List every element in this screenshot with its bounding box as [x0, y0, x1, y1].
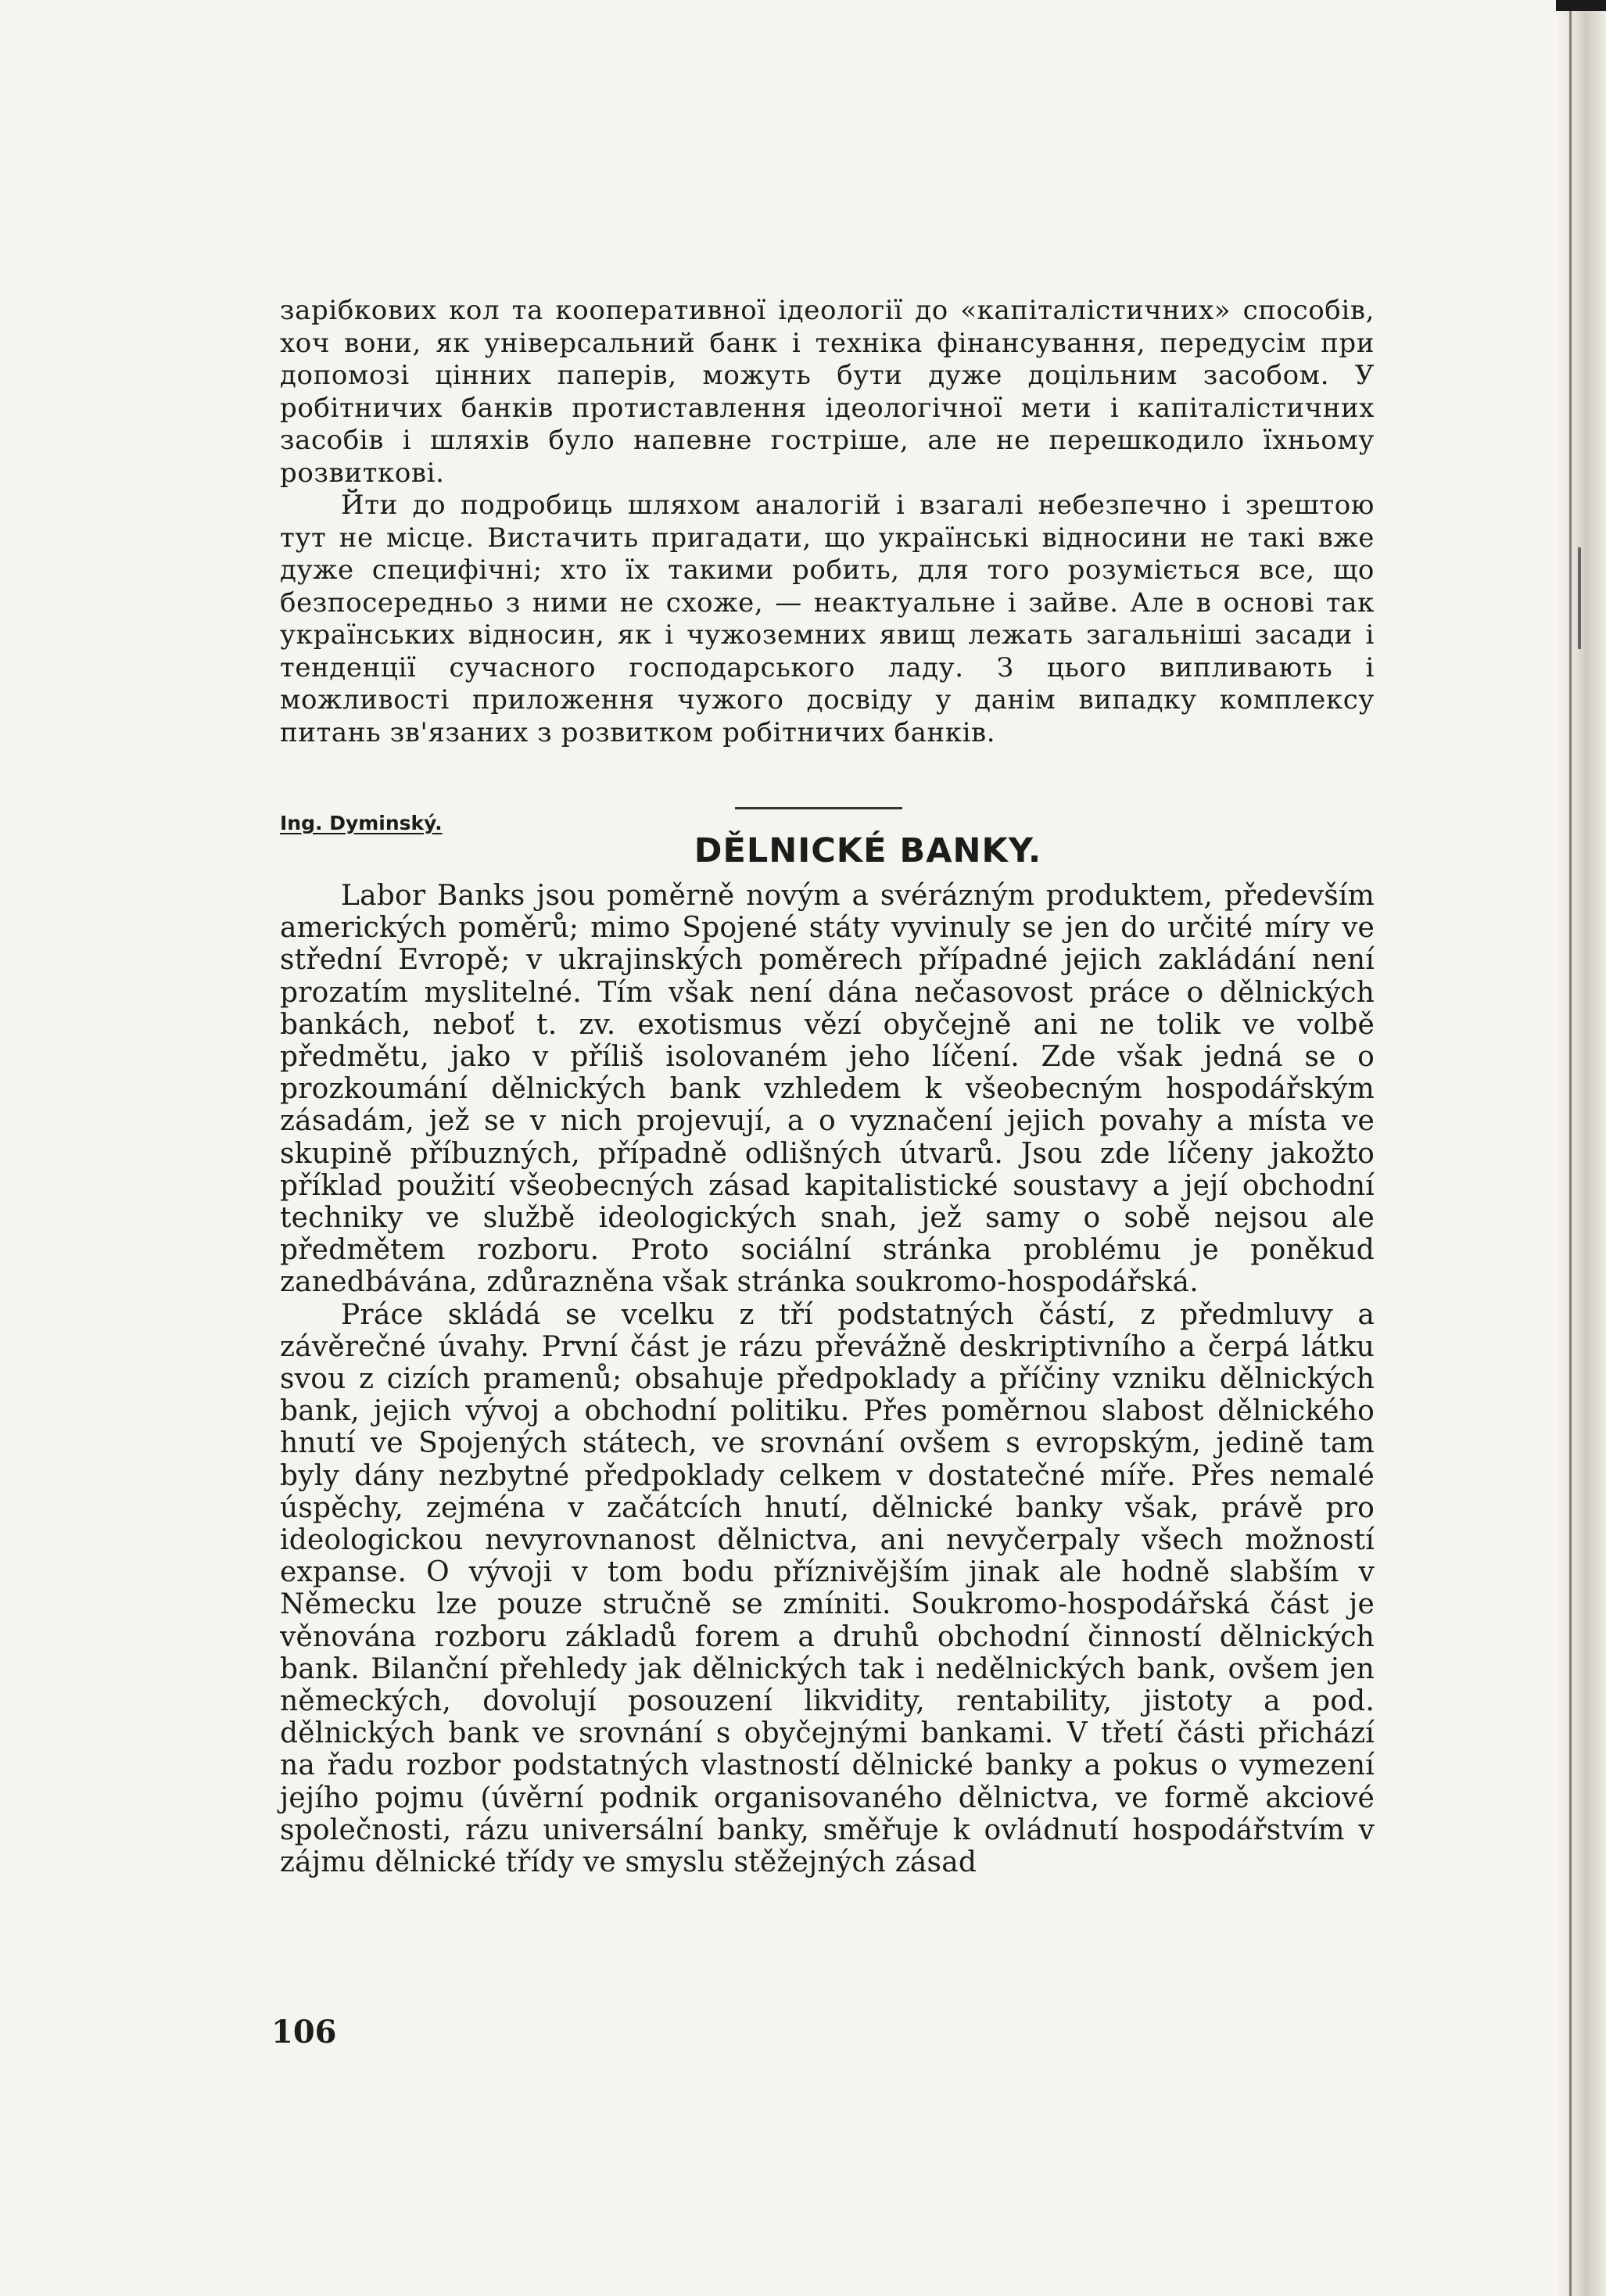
page-number: 106	[271, 2014, 337, 2050]
article-title: DĚLNICKÉ BANKY.	[694, 831, 1042, 870]
article-author: Ing. Dyminský.	[280, 812, 443, 834]
binding-shadow-line	[1569, 0, 1572, 2296]
scan-corner	[1556, 0, 1606, 11]
margin-mark	[1578, 547, 1581, 649]
ukrainian-paragraph-1: зарібкових кол та кооперативної ідеології до «капіталістичних» способів, хоч вони, як універсальний банк і техніка фінансування, передусім при допомозі цінних паперів, можуть бути дуже доцільним засобом. У робітничих банків протиставлення ідеологічної мети і капіталістичних засобів і шляхів було напевне гостріше, але не перешкодило їхньому розвиткові.	[280, 295, 1375, 489]
czech-paragraph-2: Práce skládá se vcelku z tří podstatných částí, z předmluvy a závěrečné úvahy. První část je rázu převážně deskriptivního a čerpá látku svou z cizích pramenů; obsahuje předpoklady a příčiny vzniku dělnických bank, jejich vývoj a obchodní politiku. Přes poměrnou slabost dělnického hnutí ve Spojených státech, ve srovnání ovšem s evropským, jedině tam byly dány nezbytné předpoklady celkem v dostatečné míře. Přes nemalé úspěchy, zejména v začátcích hnutí, dělnické banky však, právě pro ideologickou nevyrovnanost dělnictva, ani nevyčerpaly všech možností expanse. O vývoji v tom bodu příznivějším jinak ale hodně slabším v Německu lze pouze stručně se zmíniti. Soukromo-hospodářská část je věnována rozboru základů forem a druhů obchodní činností dělnických bank. Bilanční přehledy jak dělnických tak i nedělnických bank, ovšem jen německých, dovolují posouzení likvidity, rentability, jistoty a pod. dělnických bank ve srovnání s obyčejnými bankami. V třetí části přichází na řadu rozbor podstatných vlastností dělnické banky a pokus o vymezení jejího pojmu (úvěrní podnik organisovaného dělnictva, ve formě akciové společnosti, rázu universální banky, směřuje k ovládnutí hospodářstvím v zájmu dělnické třídy ve smyslu stěžejných zásad	[280, 1298, 1375, 1879]
czech-text-block	[280, 880, 1375, 1878]
page-edge	[1556, 0, 1606, 2296]
section-divider	[735, 807, 902, 809]
czech-paragraph-1: Labor Banks jsou poměrně novým a svérázným produktem, především amerických poměrů; mimo Spojené státy vyvinuly se jen do určité míry ve střední Evropě; v ukrajinských poměrech případné jejich zakládání není prozatím myslitelné. Tím však není dána nečasovost práce o dělnických bankách, neboť t. zv. exotismus vězí obyčejně ani ne tolik ve volbě předmětu, jako v příliš isolovaném jeho líčení. Zde však jedná se o prozkoumání dělnických bank vzhledem k všeobecným hospodářským zásadám, jež se v nich projevují, a o vyznačení jejich povahy a místa ve skupině příbuzných, případně odlišných útvarů. Jsou zde líčeny jakožto příklad použití všeobecných zásad kapitalistické soustavy a její obchodní techniky ve službě ideologických snah, jež samy o sobě nejsou ale předmětem rozboru. Proto sociální stránka problému je poněkud zanedbávána, zdůrazněna však stránka soukromo-hospodářská.	[280, 880, 1375, 1299]
ukrainian-paragraph-2: Йти до подробиць шляхом аналогій і взагалі небезпечно і зрештою тут не місце. Вистачить пригадати, що українські відносини не такі вже дуже специфічні; хто їх такими робить, для того розуміється все, що безпосередньо з ними не схоже, — неактуальне і зайве. Але в основі так українських відносин, як і чужоземних явищ лежать загальніші засади і тенденції сучасного господарського ладу. З цього випливають і можливості приложення чужого досвіду у данім випадку комплексу питань зв'язаних з розвитком робітничих банків.	[280, 490, 1375, 748]
ukrainian-text-block	[280, 295, 1375, 749]
